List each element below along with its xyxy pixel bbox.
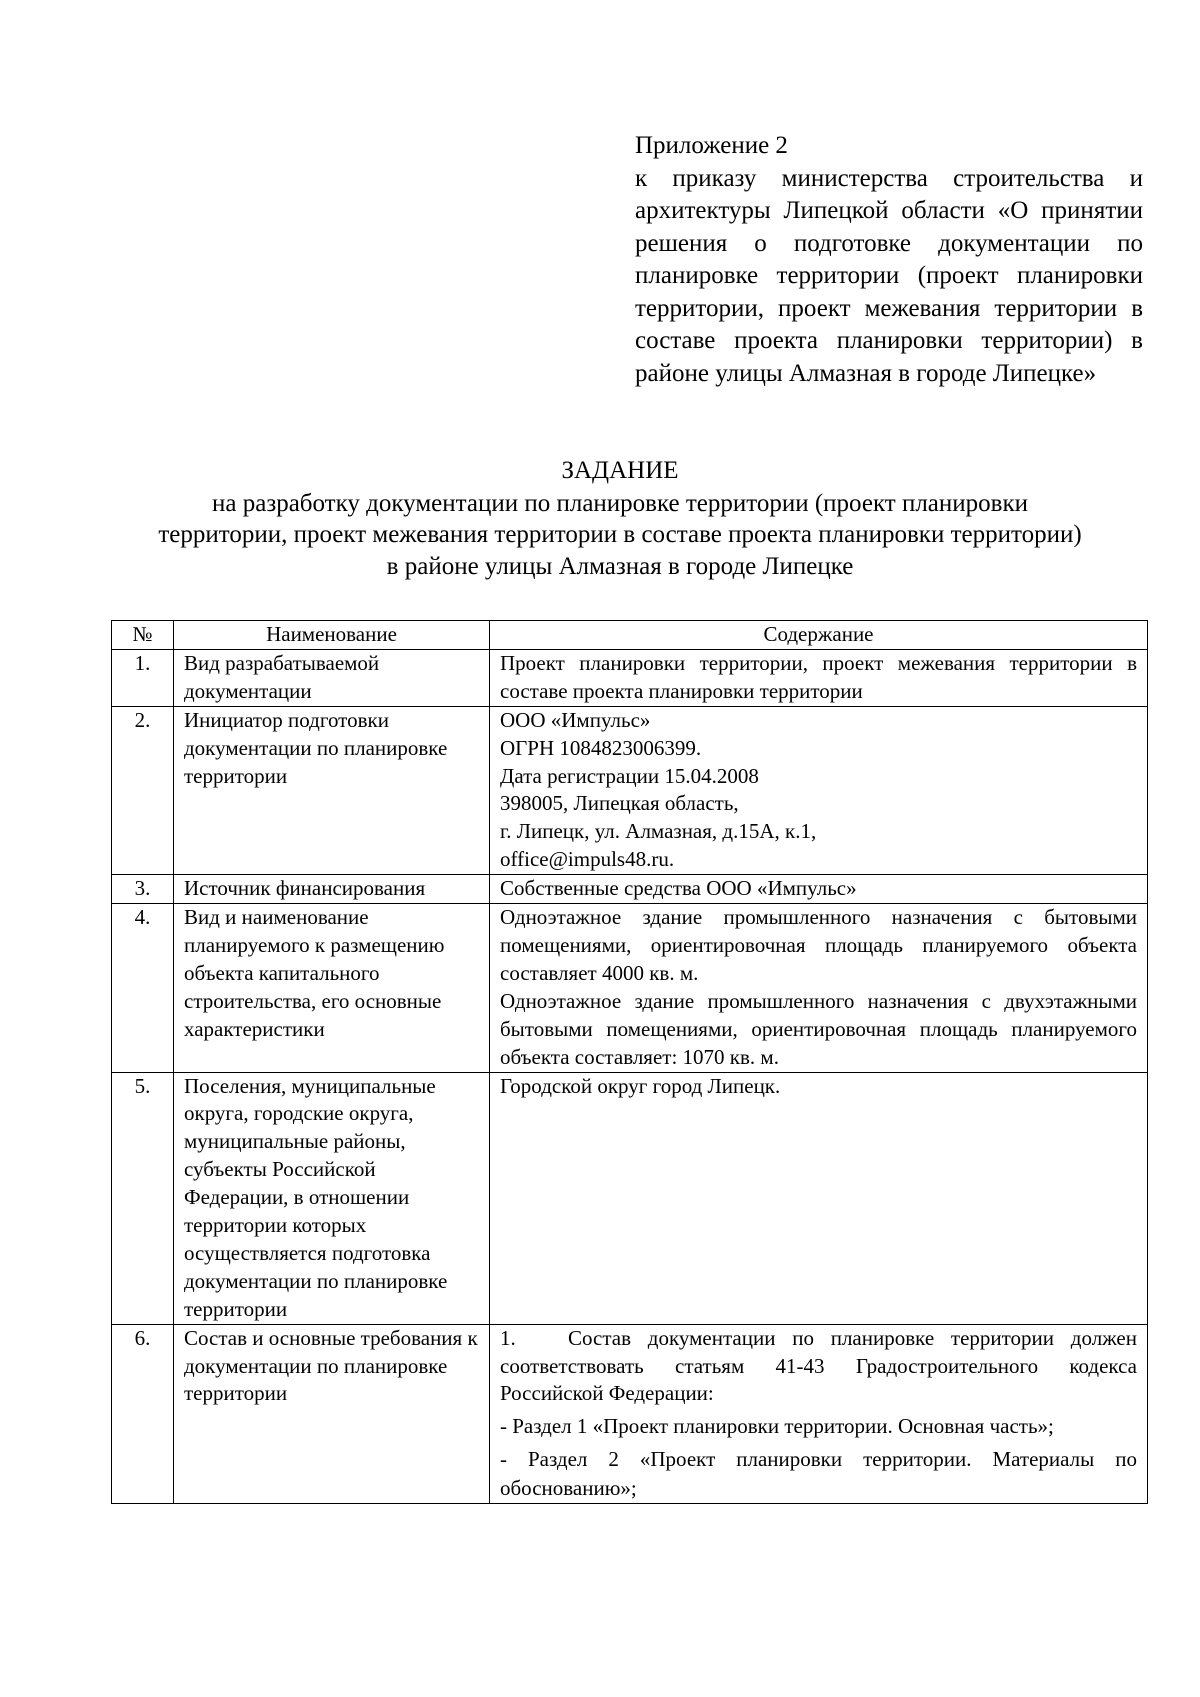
row-name: Поселения, муниципальные округа, городские округа, муниципальные районы, субъекты Российской Федерации, в отношении территории которых осуществляется подготовка документации по планировке территории xyxy=(174,1072,490,1324)
header-num: № xyxy=(112,621,174,650)
task-table xyxy=(111,620,1148,1504)
row-name: Инициатор подготовки документации по планировке территории xyxy=(174,706,490,874)
row-name: Состав и основные требования к документации по планировке территории xyxy=(174,1324,490,1503)
registration-date: Дата регистрации 15.04.2008 xyxy=(500,763,759,788)
row-content xyxy=(490,706,1148,874)
annex-block xyxy=(635,130,1143,390)
table-header-row xyxy=(112,621,1148,650)
composition-item xyxy=(500,1325,1137,1409)
object-description-2: Одноэтажное здание промышленного назначения с двухэтажными бытовыми помещениями, ориентировочная площадь планируемого объекта составляет: 1070 кв. м. xyxy=(500,988,1137,1069)
table-row xyxy=(112,1324,1148,1503)
object-description-1: Одноэтажное здание промышленного назначения с бытовыми помещениями, ориентировочная площадь планируемого объекта составляет 4000 кв. м. xyxy=(500,905,1137,985)
row-number: 3. xyxy=(112,875,174,904)
row-content xyxy=(490,649,1148,706)
annex-number: Приложение 2 xyxy=(635,132,788,159)
row-number: 6. xyxy=(112,1324,174,1503)
row-content xyxy=(490,1324,1148,1503)
row-content-text: Проект планировки территории, проект межевания территории в составе проекта планировки территории xyxy=(500,650,1137,703)
row-number: 4. xyxy=(112,904,174,1072)
title-heading: ЗАДАНИЕ xyxy=(561,457,679,484)
header-content: Содержание xyxy=(490,621,1148,650)
company-email: office@impuls48.ru. xyxy=(500,847,675,872)
row-name: Вид и наименование планируемого к размещению объекта капитального строительства, его основные характеристики xyxy=(174,904,490,1072)
table-row xyxy=(112,904,1148,1072)
row-content xyxy=(490,1072,1148,1324)
row-content xyxy=(490,904,1148,1072)
row-content-text: Городской округ город Липецк. xyxy=(500,1073,781,1098)
row-number: 5. xyxy=(112,1072,174,1324)
company-ogrn: ОГРН 1084823006399. xyxy=(500,735,702,760)
composition-item-text: Состав документации по планировке территории должен соответствовать статьям 41-43 Градостроительного кодекса Российской Федерации: xyxy=(500,1325,1137,1406)
row-number: 2. xyxy=(112,706,174,874)
row-number: 1. xyxy=(112,649,174,706)
row-content-text: Собственные средства ООО «Импульс» xyxy=(500,876,857,901)
header-name: Наименование xyxy=(174,621,490,650)
address-region: 398005, Липецкая область, xyxy=(500,791,739,816)
row-name: Вид разрабатываемой документации xyxy=(174,649,490,706)
section-2: - Раздел 2 «Проект планировки территории. Материалы по обоснованию»; xyxy=(500,1447,1137,1500)
table-row xyxy=(112,706,1148,874)
company-name: ООО «Импульс» xyxy=(500,707,651,732)
address-street: г. Липецк, ул. Алмазная, д.15А, к.1, xyxy=(500,819,817,844)
annex-reference-text: к приказу министерства строительства и архитектуры Липецкой области «О принятии решения о подготовке документации по планировке территории (проект планировки территории, проект межевания территории в составе проекта планировки территории) в районе улицы Алмазная в городе Липецке» xyxy=(635,164,1143,387)
table-row xyxy=(112,875,1148,904)
table-row xyxy=(112,649,1148,706)
title-subtitle: на разработку документации по планировке территории (проект планировки территории, проект межевания территории в составе проекта планировки территории) в районе улицы Алмазная в городе Липецке xyxy=(158,489,1082,580)
section-1: - Раздел 1 «Проект планировки территории. Основная часть»; xyxy=(500,1414,1054,1439)
row-content xyxy=(490,875,1148,904)
table-row xyxy=(112,1072,1148,1324)
document-title xyxy=(150,455,1090,582)
row-name: Источник финансирования xyxy=(174,875,490,904)
composition-item-number: 1. xyxy=(500,1325,516,1350)
